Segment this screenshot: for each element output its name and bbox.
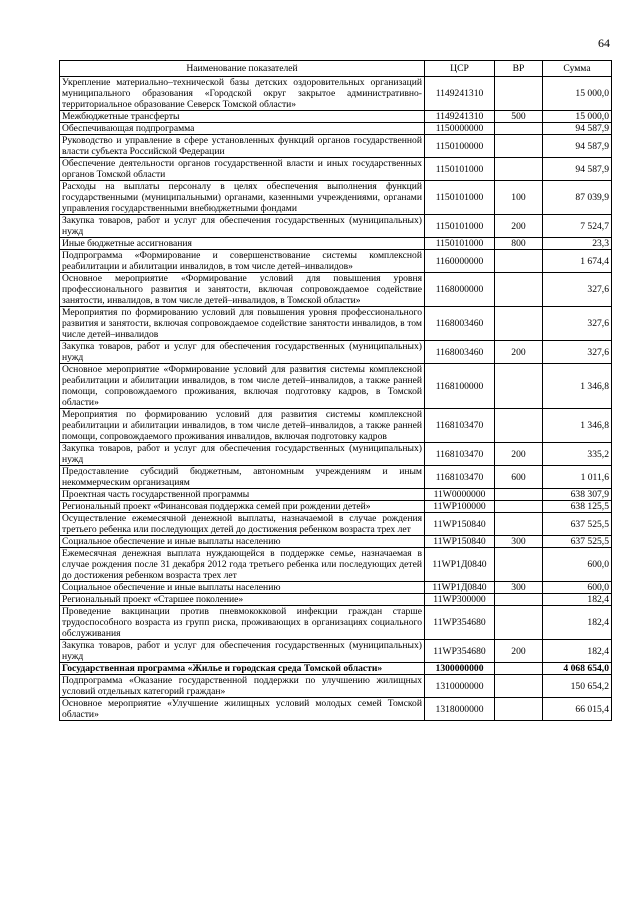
row-sum-cell: 23,3 (543, 238, 612, 250)
row-vr-cell (495, 364, 543, 409)
row-name-cell: Обеспечение деятельности органов государственной власти и иных государственных органов Томской области (60, 158, 425, 181)
budget-table (59, 60, 612, 721)
row-vr-cell (495, 250, 543, 273)
table-row (60, 501, 612, 513)
table-row (60, 548, 612, 582)
row-sum-cell: 600,0 (543, 548, 612, 582)
table-row (60, 123, 612, 135)
table-body (60, 77, 612, 721)
row-name-cell: Проведение вакцинации против пневмококковой инфекции граждан старше трудоспособного возраста из групп риска, проживающих в организациях социального обслуживания (60, 606, 425, 640)
row-name-cell: Региональный проект «Финансовая поддержка семей при рождении детей» (60, 501, 425, 513)
row-sum-cell: 327,6 (543, 307, 612, 341)
row-sum-cell: 182,4 (543, 594, 612, 606)
table-row (60, 489, 612, 501)
row-csr-cell: 11WP1Д0840 (425, 582, 495, 594)
table-row (60, 181, 612, 215)
row-name-cell: Подпрограмма «Формирование и совершенствование системы комплексной реабилитации и абилитации инвалидов, в том числе детей–инвалидов» (60, 250, 425, 273)
row-csr-cell: 1310000000 (425, 675, 495, 698)
table-header-row (60, 61, 612, 77)
row-sum-cell: 66 015,4 (543, 698, 612, 721)
row-name-cell: Предоставление субсидий бюджетным, автономным учреждениям и иным некоммерческим организациям (60, 466, 425, 489)
row-csr-cell: 1150100000 (425, 135, 495, 158)
table-row (60, 215, 612, 238)
table-row (60, 675, 612, 698)
header-name: Наименование показателей (60, 61, 425, 77)
row-vr-cell (495, 409, 543, 443)
row-vr-cell (495, 307, 543, 341)
row-sum-cell: 94 587,9 (543, 158, 612, 181)
row-vr-cell: 200 (495, 215, 543, 238)
row-sum-cell: 1 674,4 (543, 250, 612, 273)
row-csr-cell: 1168100000 (425, 364, 495, 409)
row-vr-cell (495, 77, 543, 111)
row-name-cell: Расходы на выплаты персоналу в целях обеспечения выполнения функций государственными (муниципальными) органами, казенными учреждениями, органами управления государственными внебюджетными фондами (60, 181, 425, 215)
row-sum-cell: 7 524,7 (543, 215, 612, 238)
row-csr-cell: 1150101000 (425, 238, 495, 250)
row-name-cell: Основное мероприятие «Формирование условий для развития системы комплексной реабилитации и абилитации инвалидов, в том числе детей–инвалидов, а также ранней помощи, сопровождаемого проживания, включая подготовку кадров, в Томской области» (60, 364, 425, 409)
row-name-cell: Основное мероприятие «Улучшение жилищных условий молодых семей Томской области» (60, 698, 425, 721)
row-sum-cell: 638 307,9 (543, 489, 612, 501)
row-vr-cell (495, 489, 543, 501)
row-sum-cell: 335,2 (543, 443, 612, 466)
table-row (60, 273, 612, 307)
table-row (60, 698, 612, 721)
row-csr-cell: 11W0000000 (425, 489, 495, 501)
row-vr-cell (495, 273, 543, 307)
row-name-cell: Ежемесячная денежная выплата нуждающейся в поддержке семье, назначаемая в случае рождения после 31 декабря 2012 года третьего ребенка или последующих детей до достижения ребенком возраста трех лет (60, 548, 425, 582)
row-csr-cell: 11WP150840 (425, 513, 495, 536)
table-row (60, 111, 612, 123)
row-sum-cell: 637 525,5 (543, 513, 612, 536)
row-csr-cell: 11WP1Д0840 (425, 548, 495, 582)
row-csr-cell: 1168103470 (425, 409, 495, 443)
row-csr-cell: 1168000000 (425, 273, 495, 307)
row-name-cell: Региональный проект «Старшее поколение» (60, 594, 425, 606)
row-vr-cell: 200 (495, 640, 543, 663)
row-csr-cell: 1300000000 (425, 663, 495, 675)
row-csr-cell: 11WP354680 (425, 606, 495, 640)
row-name-cell: Закупка товаров, работ и услуг для обеспечения государственных (муниципальных) нужд (60, 640, 425, 663)
table-row (60, 238, 612, 250)
row-vr-cell (495, 594, 543, 606)
header-sum: Сумма (543, 61, 612, 77)
row-vr-cell (495, 698, 543, 721)
row-vr-cell (495, 675, 543, 698)
row-name-cell: Государственная программа «Жилье и городская среда Томской области» (60, 663, 425, 675)
table-row (60, 443, 612, 466)
row-csr-cell: 11WP150840 (425, 536, 495, 548)
row-name-cell: Иные бюджетные ассигнования (60, 238, 425, 250)
row-name-cell: Закупка товаров, работ и услуг для обеспечения государственных (муниципальных) нужд (60, 443, 425, 466)
row-name-cell: Социальное обеспечение и иные выплаты населению (60, 582, 425, 594)
row-csr-cell: 1168003460 (425, 307, 495, 341)
row-csr-cell: 1318000000 (425, 698, 495, 721)
table-row (60, 640, 612, 663)
table-row (60, 536, 612, 548)
table-row (60, 250, 612, 273)
table-row (60, 466, 612, 489)
table-row (60, 158, 612, 181)
row-vr-cell (495, 135, 543, 158)
table-row (60, 594, 612, 606)
row-csr-cell: 1150101000 (425, 158, 495, 181)
row-sum-cell: 94 587,9 (543, 135, 612, 158)
row-csr-cell: 1168103470 (425, 443, 495, 466)
row-name-cell: Мероприятия по формированию условий для повышения уровня профессионального развития и занятости, включая сопровождаемое содействие занятости инвалидов, в том числе детей–инвалидов (60, 307, 425, 341)
row-sum-cell: 1 346,8 (543, 364, 612, 409)
table-row (60, 513, 612, 536)
row-vr-cell: 500 (495, 111, 543, 123)
row-sum-cell: 15 000,0 (543, 77, 612, 111)
row-vr-cell (495, 501, 543, 513)
row-name-cell: Укрепление материально–технической базы детских оздоровительных организаций муниципального образования «Городской округ закрытое административно- территориальное образование Северск Томской области» (60, 77, 425, 111)
row-name-cell: Закупка товаров, работ и услуг для обеспечения государственных (муниципальных) нужд (60, 341, 425, 364)
row-name-cell: Осуществление ежемесячной денежной выплаты, назначаемой в случае рождения третьего ребенка или последующих детей до достижения ребенком возраста трех лет (60, 513, 425, 536)
row-csr-cell: 1150101000 (425, 181, 495, 215)
row-sum-cell: 182,4 (543, 640, 612, 663)
row-vr-cell (495, 606, 543, 640)
table-row (60, 135, 612, 158)
row-csr-cell: 1160000000 (425, 250, 495, 273)
row-sum-cell: 1 011,6 (543, 466, 612, 489)
row-name-cell: Межбюджетные трансферты (60, 111, 425, 123)
row-sum-cell: 327,6 (543, 341, 612, 364)
table-row (60, 341, 612, 364)
row-name-cell: Подпрограмма «Оказание государственной поддержки по улучшению жилищных условий отдельных категорий граждан» (60, 675, 425, 698)
row-name-cell: Закупка товаров, работ и услуг для обеспечения государственных (муниципальных) нужд (60, 215, 425, 238)
row-sum-cell: 4 068 654,0 (543, 663, 612, 675)
row-vr-cell: 200 (495, 443, 543, 466)
row-vr-cell (495, 548, 543, 582)
table-row (60, 409, 612, 443)
row-name-cell: Основное мероприятие «Формирование условий для повышения уровня профессионального развития и занятости, включая сопровождаемое содействие занятости, инвалидов, в том числе детей–инвалидов, в Томской области» (60, 273, 425, 307)
header-vr: ВР (495, 61, 543, 77)
row-csr-cell: 1149241310 (425, 111, 495, 123)
table-row (60, 77, 612, 111)
row-vr-cell (495, 158, 543, 181)
page-number: 64 (598, 36, 610, 50)
row-sum-cell: 327,6 (543, 273, 612, 307)
row-vr-cell: 300 (495, 582, 543, 594)
row-vr-cell: 200 (495, 341, 543, 364)
row-csr-cell: 11WP354680 (425, 640, 495, 663)
row-sum-cell: 637 525,5 (543, 536, 612, 548)
row-vr-cell (495, 513, 543, 536)
table-row (60, 582, 612, 594)
row-vr-cell: 800 (495, 238, 543, 250)
row-csr-cell: 1168103470 (425, 466, 495, 489)
table-row (60, 364, 612, 409)
row-sum-cell: 600,0 (543, 582, 612, 594)
row-sum-cell: 150 654,2 (543, 675, 612, 698)
table-row (60, 307, 612, 341)
row-vr-cell (495, 123, 543, 135)
row-name-cell: Обеспечивающая подпрограмма (60, 123, 425, 135)
row-vr-cell (495, 663, 543, 675)
header-csr: ЦСР (425, 61, 495, 77)
row-csr-cell: 1168003460 (425, 341, 495, 364)
row-name-cell: Руководство и управление в сфере установленных функций органов государственной власти субъекта Российской Федерации (60, 135, 425, 158)
row-csr-cell: 1149241310 (425, 77, 495, 111)
row-sum-cell: 638 125,5 (543, 501, 612, 513)
row-csr-cell: 1150101000 (425, 215, 495, 238)
row-name-cell: Проектная часть государственной программы (60, 489, 425, 501)
row-vr-cell: 100 (495, 181, 543, 215)
row-sum-cell: 182,4 (543, 606, 612, 640)
row-csr-cell: 1150000000 (425, 123, 495, 135)
row-csr-cell: 11WP100000 (425, 501, 495, 513)
table-row (60, 663, 612, 675)
row-csr-cell: 11WP300000 (425, 594, 495, 606)
row-sum-cell: 87 039,9 (543, 181, 612, 215)
row-sum-cell: 1 346,8 (543, 409, 612, 443)
row-sum-cell: 15 000,0 (543, 111, 612, 123)
table-row (60, 606, 612, 640)
row-sum-cell: 94 587,9 (543, 123, 612, 135)
row-name-cell: Социальное обеспечение и иные выплаты населению (60, 536, 425, 548)
row-vr-cell: 300 (495, 536, 543, 548)
row-name-cell: Мероприятия по формированию условий для развития системы комплексной реабилитации и абилитации инвалидов, в том числе детей–инвалидов, а также ранней помощи, сопровождаемого проживания инвалидов, включая подготовку кадров (60, 409, 425, 443)
row-vr-cell: 600 (495, 466, 543, 489)
